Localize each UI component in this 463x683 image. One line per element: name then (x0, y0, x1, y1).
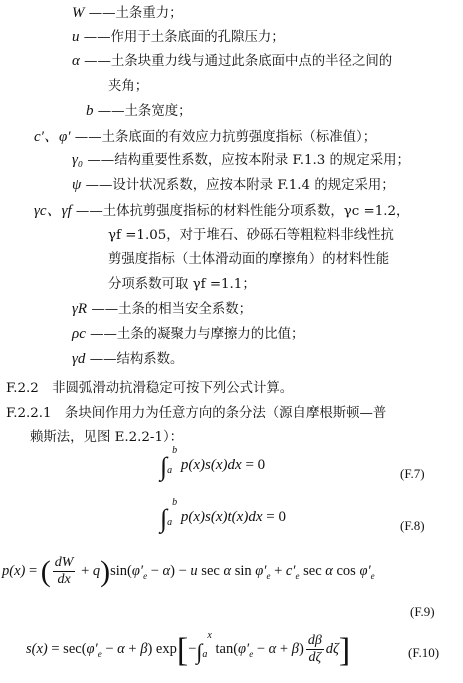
def-text: ——土条宽度； (97, 104, 192, 119)
def-gamma-cf (34, 199, 409, 220)
def-symbol: ρc (72, 326, 86, 342)
def-text: ——结构重要性系数，应按本附录 F.1.3 的规定采用； (87, 153, 410, 168)
def-alpha-cont: 夹角； (108, 79, 149, 94)
def-text: ——土条块重力线与通过此条底面中点的半径之间的 (84, 54, 393, 69)
def-gammad (72, 348, 183, 368)
def-text: ——土条的相当安全系数； (91, 302, 253, 317)
def-b (86, 100, 192, 120)
def-gamma-cf-cont-2: 剪强度指标（土体滑动面的摩擦角）的材料性能 (108, 252, 390, 267)
def-psi (72, 174, 395, 194)
def-symbol: γc、γf (34, 203, 72, 219)
def-gamma-cf-cont-1: γf =1.05，对于堆石、砂砾石等粗粒料非线性抗 (108, 228, 394, 243)
def-gamma0 (72, 149, 410, 169)
def-text: ——作用于土条底面的孔隙压力； (83, 30, 285, 45)
equation-f10: $s(x) = \sec(\varphi'_e - \alpha + \beta)$ $\exp[-\int_a^x$ $\tan(\varphi'_e - \alpha + \beta)$ $\frac{d\beta}{d\zeta}$ dζ] (26, 630, 351, 669)
def-symbol: γ₀ (72, 152, 84, 168)
def-text: ——土条重力； (88, 6, 183, 21)
def-symbol: γR (72, 301, 88, 317)
equation-number-f10: (F.10) (408, 645, 440, 660)
section-f222: F.2.2 非圆弧滑动抗滑稳定可按下列公式计算。 (6, 381, 294, 396)
section-f2221-line2: 赖斯法，见图 E.2.2-1）： (30, 430, 184, 445)
def-text: ——土体抗剪强度指标的材料性能分项系数，γc =1.2， (75, 204, 410, 219)
def-symbol: b (86, 103, 94, 119)
def-symbol: c′、φ′ (34, 129, 71, 145)
equation-f7: $\int_a^b$ p(x)s(x)dx = 0 (160, 445, 266, 481)
def-symbol: u (72, 29, 80, 45)
def-c-phi (34, 125, 376, 146)
equation-number-f7: (F.7) (400, 466, 425, 481)
equation-number-f8: (F.8) (400, 518, 425, 533)
equation-f8: $\int_a^b$ p(x)s(x)t(x)dx = 0 (160, 497, 286, 533)
def-gammaR (72, 298, 252, 318)
def-gamma-cf-cont-3: 分项系数可取 γf =1.1； (108, 277, 256, 292)
def-alpha (72, 50, 392, 70)
def-symbol: γd (72, 351, 86, 367)
def-text: ——土条的凝聚力与摩擦力的比值； (90, 327, 305, 342)
def-text: ——结构系数。 (89, 352, 184, 367)
def-symbol: W (72, 5, 85, 21)
equation-number-f9: (F.9) (410, 604, 435, 619)
def-w (72, 2, 183, 22)
equation-f9: p(x) = ( $\frac{dW}{dx}$ + $q)\sin(\varphi'_e - \alpha) - u$ sec α $\sin \varphi'_e + c'_e$ sec α $\cos \varphi'_e$ (2, 555, 375, 588)
def-text: ——设计状况系数，应按本附录 F.1.4 的规定采用； (85, 178, 395, 193)
def-symbol: α (72, 53, 80, 69)
def-rhoc (72, 323, 304, 343)
def-text: ——土条底面的有效应力抗剪强度指标（标准值）； (74, 130, 377, 145)
def-u (72, 26, 285, 46)
def-symbol: ψ (72, 177, 82, 193)
section-f2221-line1: F.2.2.1 条块间作用力为任意方向的条分法（源自摩根斯顿—普 (6, 406, 387, 421)
